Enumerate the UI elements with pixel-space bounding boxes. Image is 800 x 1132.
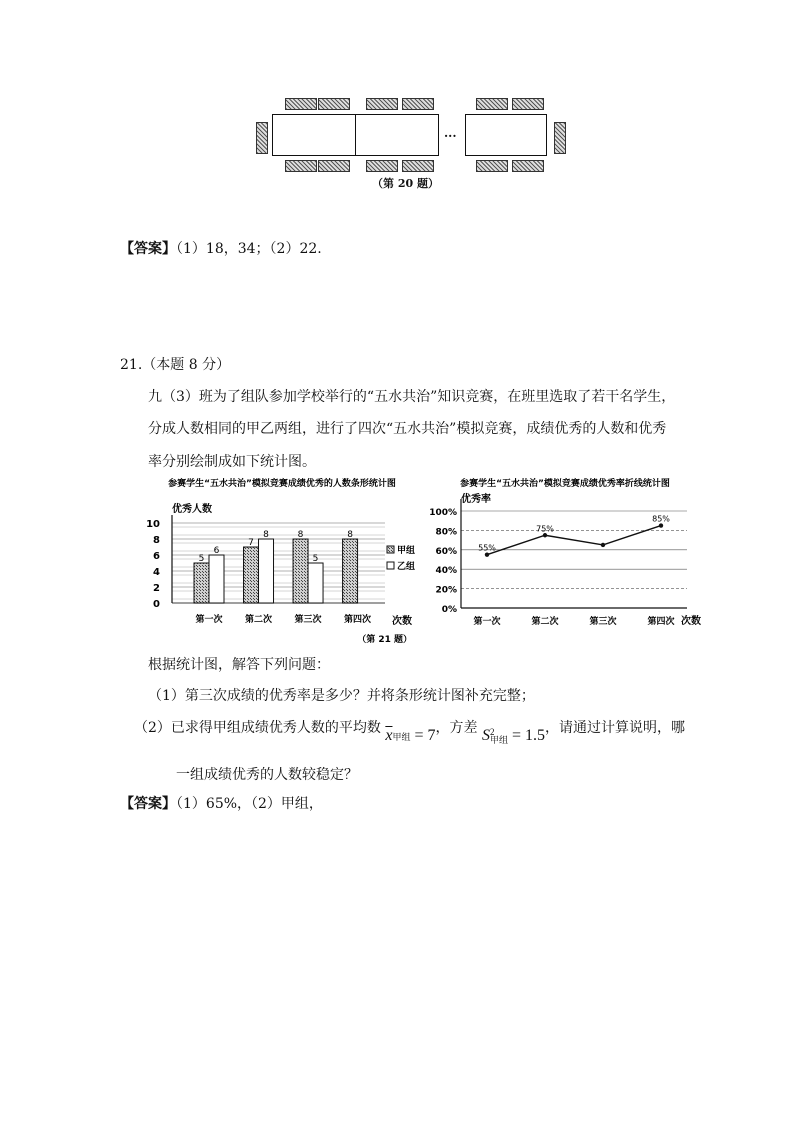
y-tick-label: 80% [435,527,457,538]
x-axis-label: 次数 [392,616,412,627]
bar [244,547,259,603]
answer-label: 【答案】 [120,241,176,257]
y-tick-label: 8 [153,535,160,546]
seat-icon [366,160,398,172]
question-text: 率分别绘制成如下统计图。 [148,454,316,470]
bar-chart [140,476,425,646]
line-chart [425,476,715,636]
bar [209,555,224,603]
answer-line-21 [120,797,323,811]
chart-title: 参赛学生“五水共治”模拟竞赛成绩优秀率折线统计图 [460,479,670,489]
data-label: 5 [198,554,205,564]
sub-question-2-text: ，方差 [435,720,478,736]
x-tick-label: 第三次 [294,615,322,625]
legend [387,544,415,572]
y-tick-label: 6 [153,551,160,562]
seat-icon [402,98,434,110]
data-label: 8 [297,530,304,540]
variance-formula: S 2 甲组 = 1.5 [481,727,546,746]
legend-label-yi: 乙组 [397,562,416,572]
y-tick-label: 0% [441,605,457,615]
legend-swatch-jia [387,546,394,553]
table-rect [272,114,356,156]
bar [308,563,323,603]
data-label: 7 [248,538,254,548]
table-rect [465,114,547,156]
y-axis-label: 优秀人数 [172,504,212,515]
question-text: 分成人数相同的甲乙两组，进行了四次“五水共治”模拟竞赛，成绩优秀的人数和优秀 [148,421,667,437]
ellipsis: ··· [444,129,457,143]
seat-icon [512,98,544,110]
bar [343,539,358,603]
seat-icon [402,160,434,172]
seat-icon [256,122,268,154]
answer-text: （1）65%，（2）甲组， [176,796,323,812]
x-tick-label: 第一次 [473,617,501,627]
data-point [543,533,547,537]
data-label: 5 [312,554,319,564]
x-tick-label: 第一次 [195,615,223,625]
x-tick-label: 第四次 [344,615,372,625]
seat-icon [512,160,544,172]
question-prompt: 根据统计图，解答下列问题： [148,657,330,673]
bar [293,539,308,603]
table-rect [355,114,439,156]
question-text: 九（3）班为了组队参加学校举行的“五水共治”知识竞赛，在班里选取了若干名学生， [148,389,676,405]
y-tick-label: 2 [153,583,160,594]
mean-formula: $\overline{x}$甲组 = 7 [385,727,436,744]
y-tick-label: 60% [435,546,457,557]
y-tick-label: 10 [146,519,160,530]
legend-label-jia: 甲组 [397,546,416,556]
seat-icon [318,98,350,110]
bar [259,539,274,603]
figure-caption: （第 20 题） [372,177,439,190]
y-tick-label: 4 [153,567,160,578]
y-tick-label: 0 [153,599,160,610]
seat-icon [476,160,508,172]
data-point [659,523,663,527]
seat-icon [366,98,398,110]
answer-text: （1）18，34；（2）22. [176,241,322,257]
x-tick-label: 第二次 [531,617,559,627]
sub-question-2-cont: 一组成绩优秀的人数较稳定？ [176,767,358,783]
x-axis-label: 次数 [681,616,701,627]
legend-swatch-yi [387,562,394,569]
seat-icon [285,98,317,110]
figure-caption: （第 21 题） [357,635,412,645]
seat-icon [554,122,566,154]
x-tick-label: 第四次 [647,617,675,627]
y-axis-label: 优秀率 [461,494,491,505]
answer-line-20 [120,242,322,256]
sub-question-1: （1）第三次成绩的优秀率是多少？并将条形统计图补充完整； [148,688,535,704]
series-line [487,526,661,555]
data-label: 75% [536,524,554,534]
sub-question-2-text: ，请通过计算说明，哪 [545,720,686,736]
data-label: 55% [478,543,496,553]
data-point [485,552,489,556]
x-tick-label: 第三次 [589,617,617,627]
y-tick-label: 40% [435,566,457,577]
seat-icon [476,98,508,110]
question-heading: 21.（本题 8 分） [120,357,231,373]
x-tick-label: 第二次 [245,615,273,625]
data-point [601,543,605,547]
answer-label: 【答案】 [120,796,176,812]
seat-icon [318,160,350,172]
sub-question-2-text: （2）已求得甲组成绩优秀人数的平均数 [134,720,381,736]
y-tick-label: 20% [435,585,457,596]
sub-question-2 [134,720,685,750]
data-label: 6 [213,546,220,556]
data-label: 8 [263,530,269,540]
bar [194,563,209,603]
y-tick-label: 100% [429,508,457,518]
data-label: 8 [347,530,353,540]
chart-title: 参赛学生“五水共治”模拟竞赛成绩优秀的人数条形统计图 [168,479,396,489]
seat-icon [285,160,317,172]
data-label: 85% [652,514,670,524]
